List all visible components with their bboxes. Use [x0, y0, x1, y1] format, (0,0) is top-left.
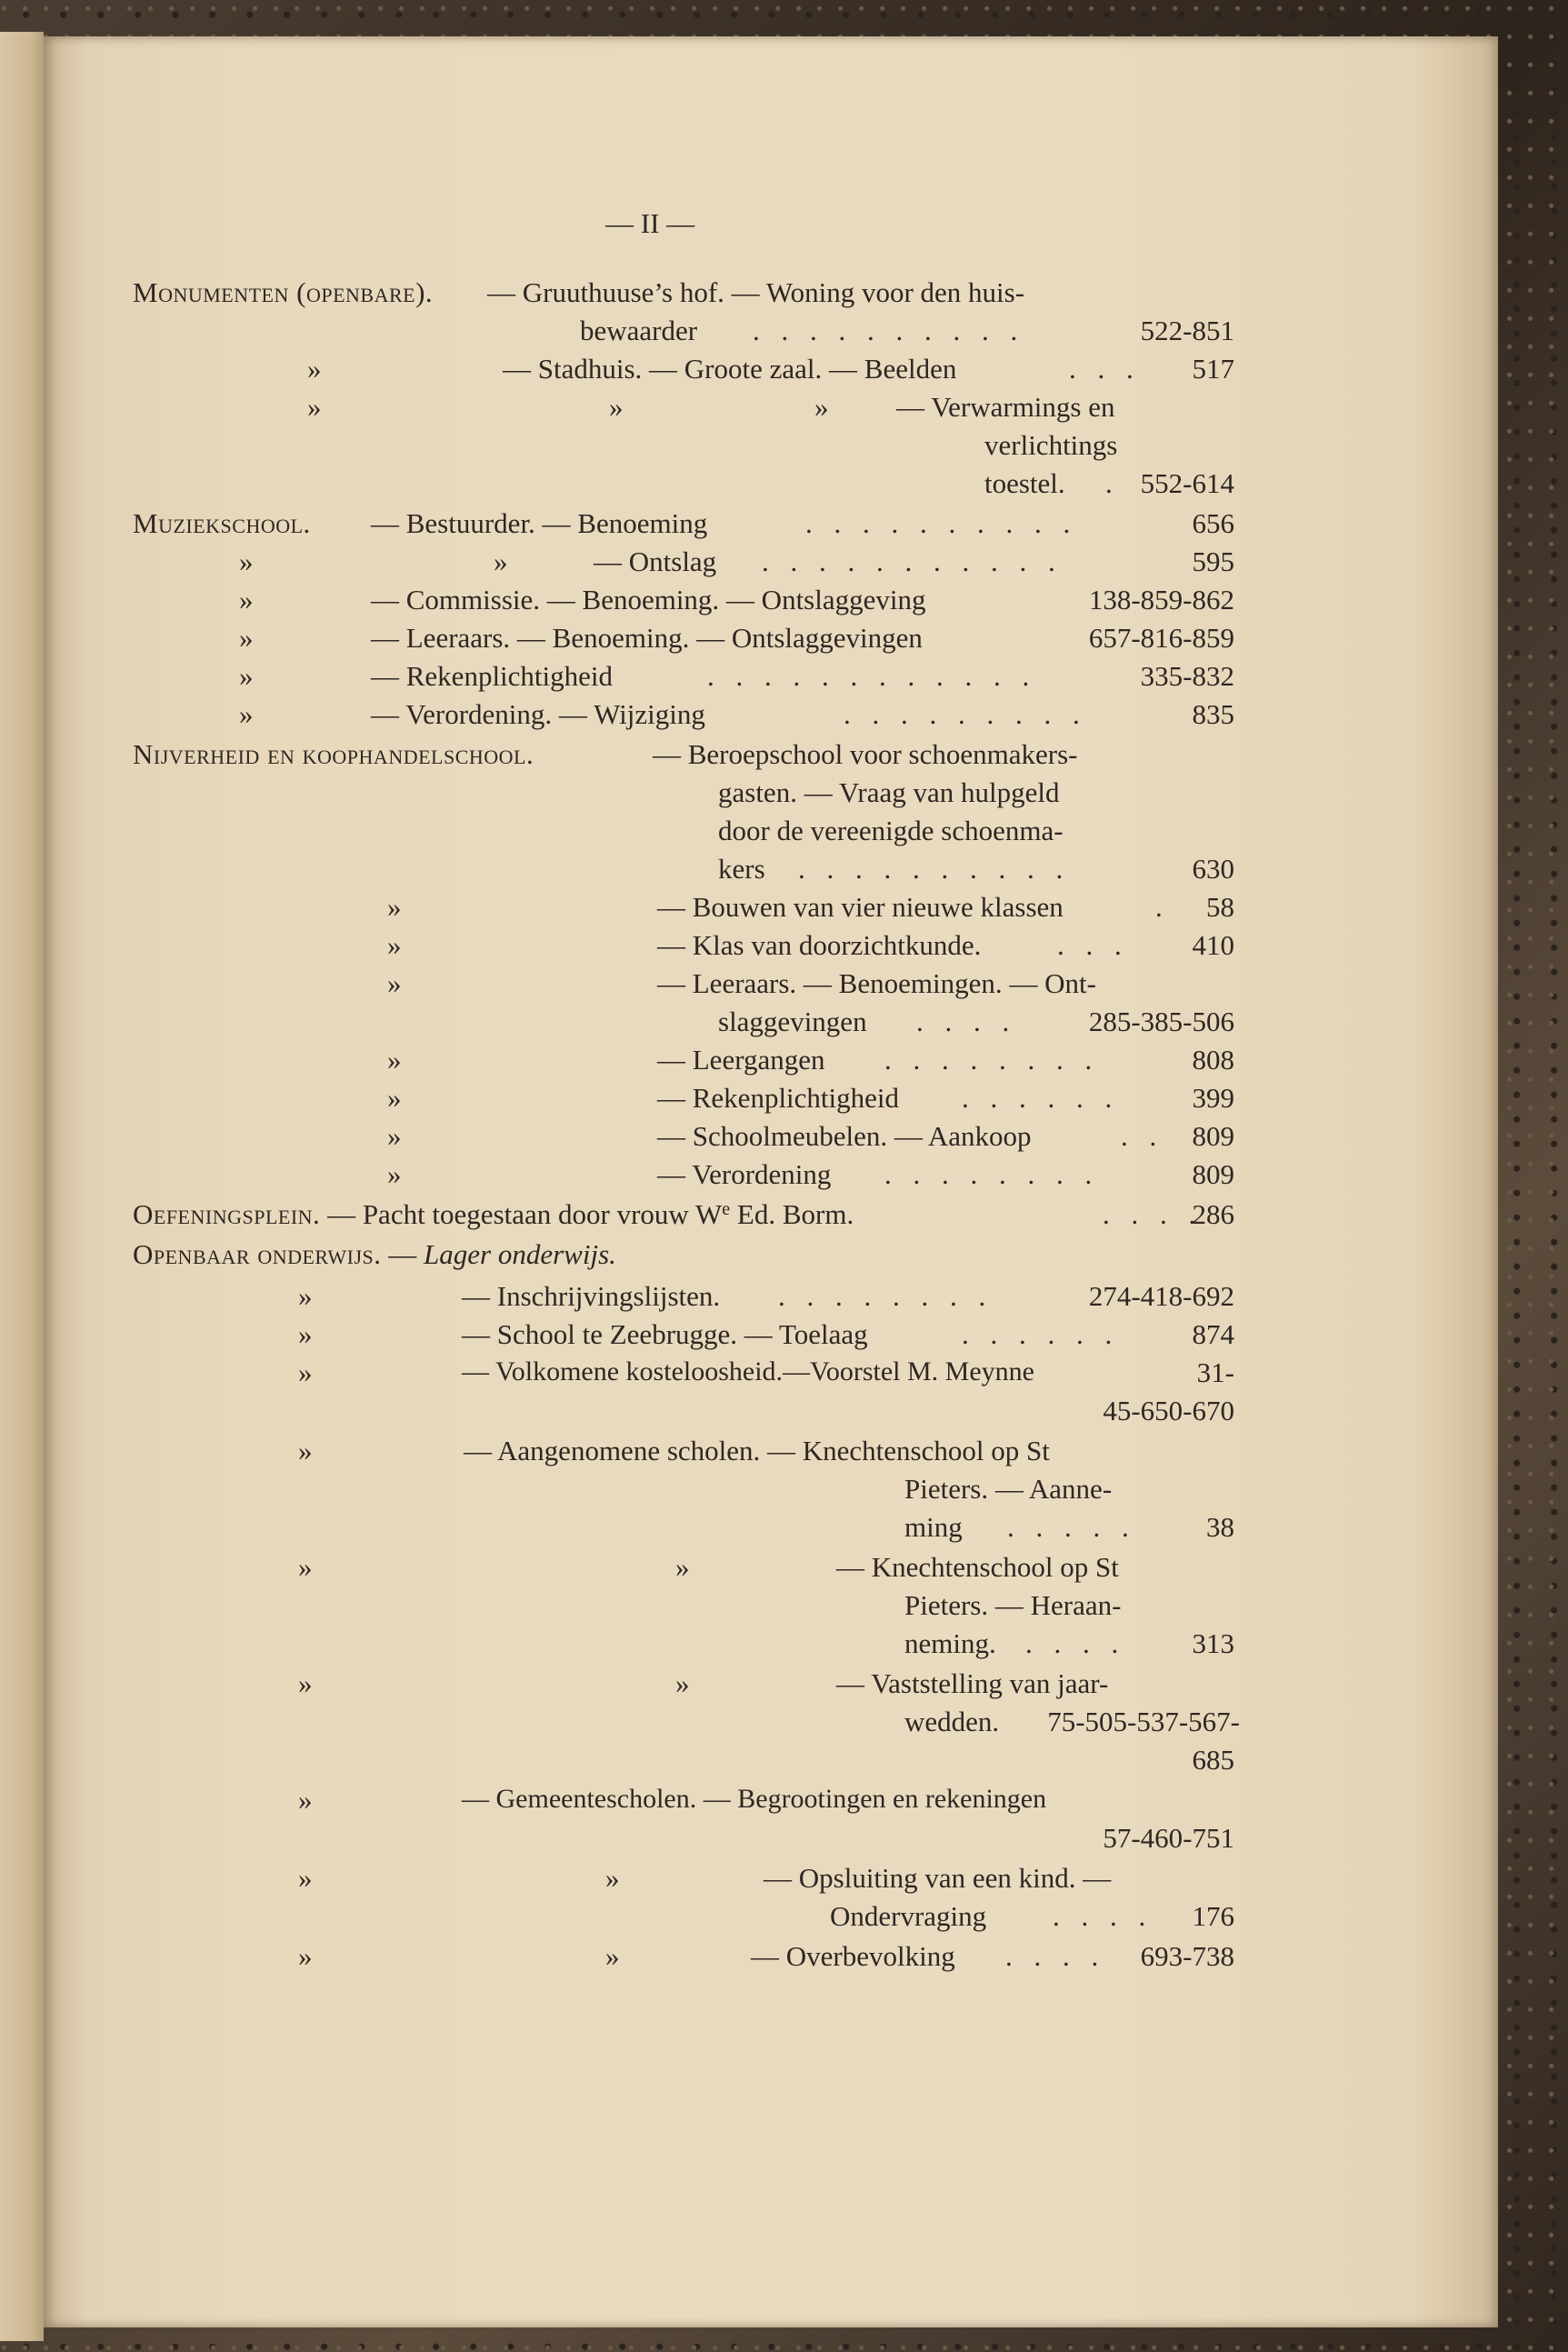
entry-heading: Oefeningsplein. [133, 1198, 321, 1230]
entry-text: — Inschrijvingslijsten. [462, 1280, 721, 1312]
page-ref: 286 [1192, 1198, 1234, 1230]
entry-text: ming [904, 1511, 963, 1543]
leader-dots: . . . [1069, 353, 1141, 385]
leader-dots: . . . . [1053, 1900, 1154, 1932]
entry-text: — Gruuthuuse’s hof. — Woning voor den huis- [487, 276, 1025, 308]
ditto-mark: » [605, 1862, 620, 1894]
page-ref: 522-851 [1140, 315, 1234, 346]
ditto-mark: » [387, 1158, 402, 1190]
entry-heading: Muziekschool. [133, 507, 311, 539]
ditto-mark: » [387, 929, 402, 961]
page-ref: 693-738 [1140, 1940, 1234, 1972]
ditto-mark: » [239, 584, 254, 616]
ditto-mark: » [298, 1667, 313, 1699]
leader-dots: . . . . . . [962, 1082, 1120, 1114]
ditto-mark: » [298, 1862, 313, 1894]
ditto-mark: » [298, 1435, 313, 1466]
book-page [44, 36, 1498, 2327]
page-ref: 595 [1192, 545, 1234, 577]
entry-text: — Gemeentescholen. — Begrootingen en rekeningen [462, 1784, 1047, 1814]
leader-dots: . . . . . . [962, 1318, 1120, 1350]
facing-page-edge [0, 32, 44, 2341]
page-ref: 410 [1192, 929, 1234, 961]
page-ref: 38 [1206, 1511, 1234, 1543]
leader-dots: . [1155, 891, 1170, 923]
leader-dots: . . . . . . . . . . . . [707, 660, 1037, 692]
leader-dots: . [1105, 467, 1120, 499]
entry-text: — Verordening [657, 1158, 832, 1190]
page-ref: 274-418-692 [1088, 1280, 1234, 1312]
entry-text: — Beroepschool voor schoenmakers- [653, 738, 1078, 770]
entry-text: — Klas van doorzichtkunde. [657, 929, 982, 961]
ditto-mark: » [387, 1044, 402, 1076]
leader-dots: . . . . . . . . . . [798, 853, 1071, 885]
page-ref: 75-505-537-567- [1047, 1706, 1240, 1737]
leader-dots: . . . . . . . . . [844, 698, 1087, 730]
entry-text: gasten. — Vraag van hulpgeld [718, 776, 1060, 808]
entry-text: Ondervraging [830, 1900, 987, 1932]
leader-dots: . . . [1057, 929, 1129, 961]
section-subtitle: Lager onderwijs. [424, 1238, 616, 1270]
page-ref: 517 [1192, 353, 1234, 385]
ditto-mark: » [298, 1280, 313, 1312]
page-ref: 809 [1192, 1120, 1234, 1152]
entry-text: — Opsluiting van een kind. — [764, 1862, 1112, 1894]
entry-text: — [388, 1238, 424, 1270]
superscript: e [722, 1199, 731, 1219]
entry-text: — Knechtenschool op St [836, 1551, 1119, 1583]
ditto-mark: » [387, 1120, 402, 1152]
leader-dots: . . . . . . . . [884, 1158, 1100, 1190]
entry-text: wedden. [904, 1706, 1000, 1737]
page-ref: 685 [1192, 1744, 1234, 1776]
ditto-mark: » [307, 391, 322, 423]
leader-dots: . . . . [1025, 1627, 1126, 1659]
entry-text: kers [718, 853, 765, 885]
ditto-mark: » [494, 545, 508, 577]
ditto-mark: » [307, 353, 322, 385]
ditto-mark: » [298, 1784, 313, 1816]
page-ref: 835 [1192, 698, 1234, 730]
entry-text: — Bouwen van vier nieuwe klassen [657, 891, 1064, 923]
entry-text: Ed. Borm. [730, 1198, 854, 1230]
leader-dots: . . . . . [1007, 1511, 1136, 1543]
page-ref: 45-650-670 [1103, 1395, 1234, 1426]
ditto-mark: » [239, 545, 254, 577]
page-ref: 335-832 [1140, 660, 1234, 692]
entry-text: — School te Zeebrugge. — Toelaag [462, 1318, 868, 1350]
entry-heading: Monumenten (openbare). [133, 276, 434, 308]
entry-line [133, 1240, 616, 1268]
leader-dots: . . . . [1103, 1198, 1203, 1230]
ditto-mark: » [387, 1082, 402, 1114]
entry-text: — Leeraars. — Benoemingen. — Ont- [657, 967, 1096, 999]
page-ref: 176 [1192, 1900, 1234, 1932]
page-ref: 874 [1192, 1318, 1234, 1350]
entry-text: — Aangenomene scholen. — Knechtenschool op St [464, 1435, 1050, 1466]
page-number: — II — [605, 207, 695, 239]
ditto-mark: » [239, 622, 254, 654]
ditto-mark: » [239, 660, 254, 692]
page-ref: 57-460-751 [1103, 1822, 1234, 1854]
entry-text: — Schoolmeubelen. — Aankoop [657, 1120, 1032, 1152]
entry-text: — Commissie. — Benoeming. — Ontslaggeving [371, 584, 926, 616]
page-ref: 657-816-859 [1088, 622, 1234, 654]
page-ref: 809 [1192, 1158, 1234, 1190]
page-ref: 630 [1192, 853, 1234, 885]
entry-text: — Vaststelling van jaar- [836, 1667, 1109, 1699]
ditto-mark: » [387, 967, 402, 999]
leader-dots: . . . . . . . . [884, 1044, 1100, 1076]
ditto-mark: » [239, 698, 254, 730]
page-ref: 399 [1192, 1082, 1234, 1114]
entry-heading: Nijverheid en koophandelschool. [133, 738, 534, 770]
entry-text: Pieters. — Heraan- [904, 1589, 1122, 1621]
ditto-mark: » [605, 1940, 620, 1972]
entry-text: neming. [904, 1627, 996, 1659]
ditto-mark: » [675, 1551, 690, 1583]
page-ref: 313 [1192, 1627, 1234, 1659]
entry-text: — Rekenplichtigheid [657, 1082, 900, 1114]
entry-text: bewaarder [580, 315, 698, 346]
leader-dots: . . . . . . . . . . [805, 507, 1078, 539]
entry-text: verlichtings [984, 429, 1118, 461]
entry-text: — Ontslag [594, 545, 717, 577]
entry-text: toestel. [984, 467, 1065, 499]
entry-text: slaggevingen [718, 1006, 867, 1037]
page-ref: 31- [1196, 1356, 1234, 1388]
ditto-mark: » [298, 1551, 313, 1583]
entry-text: — Verordening. — Wijziging [371, 698, 705, 730]
ditto-mark: » [609, 391, 624, 423]
leader-dots: . . . . [916, 1006, 1017, 1037]
entry-text: — Volkomene kosteloosheid.—Voorstel M. Meynne [462, 1356, 1034, 1386]
entry-text: — Rekenplichtigheid [371, 660, 614, 692]
ditto-mark: » [298, 1940, 313, 1972]
ditto-mark: » [814, 391, 829, 423]
ditto-mark: » [298, 1318, 313, 1350]
entry-heading: Openbaar onderwijs. [133, 1238, 382, 1270]
entry-text: door de vereenigde schoenma- [718, 815, 1064, 846]
page-ref: 285-385-506 [1088, 1006, 1234, 1037]
entry-text: — Overbevolking [751, 1940, 955, 1972]
ditto-mark: » [298, 1356, 313, 1388]
leader-dots: . . . . . . . . . . . [762, 545, 1063, 577]
page-ref: 138-859-862 [1088, 584, 1234, 616]
leader-dots: . . [1121, 1120, 1164, 1152]
ditto-mark: » [675, 1667, 690, 1699]
entry-text: — Stadhuis. — Groote zaal. — Beelden [503, 353, 957, 385]
entry-line [133, 1200, 854, 1228]
leader-dots: . . . . . . . . [778, 1280, 994, 1312]
page-ref: 552-614 [1140, 467, 1234, 499]
entry-text: — Verwarmings en [896, 391, 1115, 423]
page-ref: 656 [1192, 507, 1234, 539]
leader-dots: . . . . [1005, 1940, 1106, 1972]
entry-text: — Bestuurder. — Benoeming [371, 507, 708, 539]
entry-text: Pieters. — Aanne- [904, 1473, 1113, 1505]
page-ref: 808 [1192, 1044, 1234, 1076]
page-ref: 58 [1206, 891, 1234, 923]
entry-text: — Leergangen [657, 1044, 825, 1076]
entry-text: — Pacht toegestaan door vrouw W [327, 1198, 723, 1230]
leader-dots: . . . . . . . . . . [753, 315, 1025, 346]
entry-text: — Leeraars. — Benoeming. — Ontslaggevingen [371, 622, 923, 654]
ditto-mark: » [387, 891, 402, 923]
